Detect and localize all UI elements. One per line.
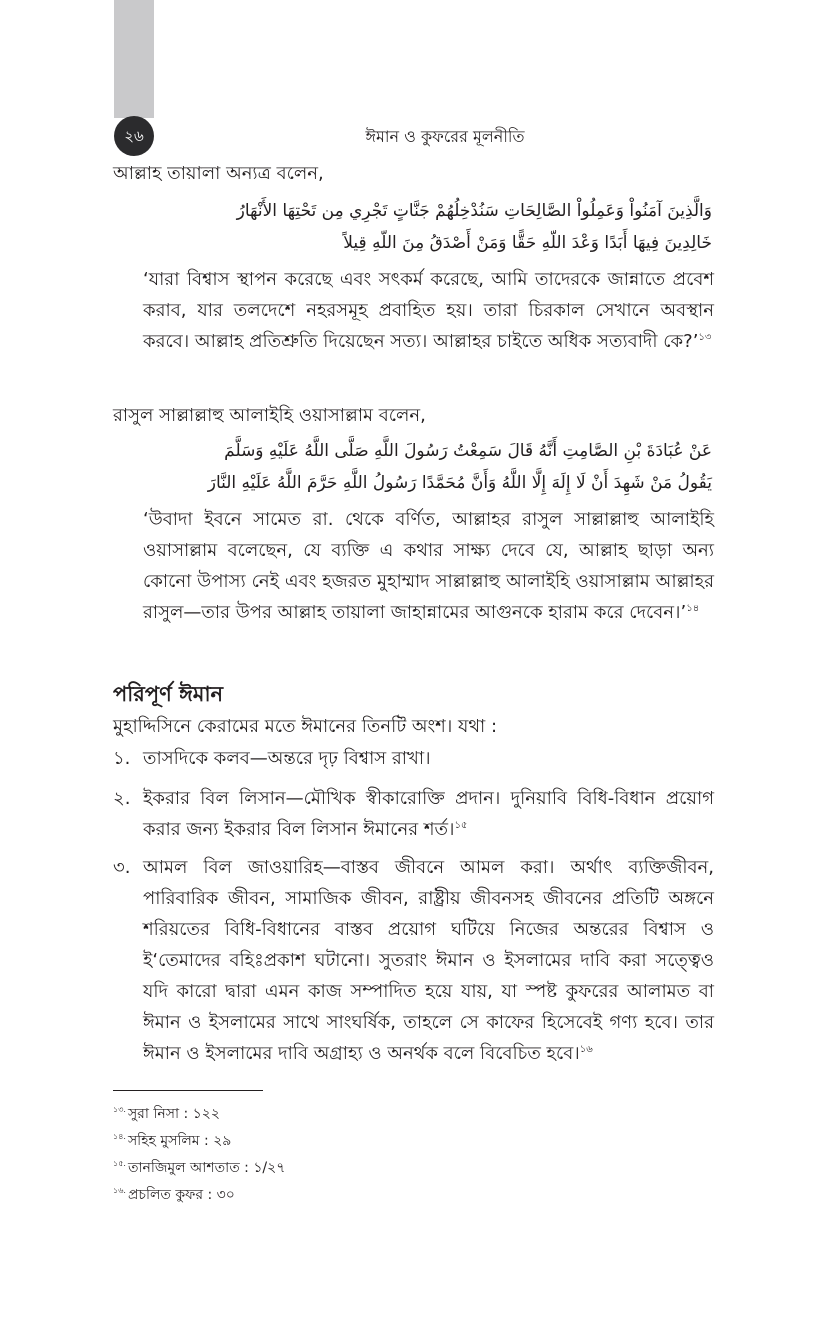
footnote-divider xyxy=(113,1090,263,1091)
footnote-text: সুরা নিসা : ১২২ xyxy=(127,1106,220,1122)
page-number-badge: ২৬ xyxy=(114,116,154,156)
footnote xyxy=(113,1155,513,1182)
footnote-ref-16: ১৬ xyxy=(579,1044,593,1055)
quote2-arabic-line2: يَقُولُ مَنْ شَهِدَ أَنْ لَا إِلَهَ إِلَّا اللَّهُ وَأَنَّ مُحَمَّدًا رَسُولُ اللَّهِ حَرَّمَ اللَّهُ عَلَيْهِ النَّارَ xyxy=(207,473,712,493)
footnote-number: ১৬. xyxy=(113,1186,126,1196)
footnote xyxy=(113,1128,513,1155)
footnote-number: ১৩. xyxy=(113,1105,126,1115)
page-tab-decoration xyxy=(114,0,154,118)
section-intro: মুহাদ্দিসিনে কেরামের মতে ঈমানের তিনটি অংশ। যথা : xyxy=(113,716,498,737)
footnote xyxy=(113,1101,513,1128)
list-item-number: ৩. xyxy=(113,857,131,878)
footnote-text: প্রচলিত কুফর : ৩০ xyxy=(127,1187,235,1203)
quote2-translation-text: ‘উবাদা ইবনে সামেত রা. থেকে বর্ণিত, আল্লাহর রাসুল সাল্লাল্লাহু আলাইহি ওয়াসাল্লাম বলেছেন, যে ব্যক্তি এ কথার সাক্ষ্য দেবে যে, আল্লাহ ছাড়া অন্য কোনো উপাস্য নেই এবং হজরত মুহাম্মাদ সাল্লাল্লাহু আলাইহি ওয়াসাল্লাম আল্লাহর রাসুল—তার উপর আল্লাহ তায়ালা জাহান্নামের আগুনকে হারাম করে দেবেন।’ xyxy=(143,509,714,623)
footnote xyxy=(113,1182,513,1209)
list-item-text: ইকরার বিল লিসান—মৌখিক স্বীকারোক্তি প্রদান। দুনিয়াবি বিধি-বিধান প্রয়োগ করার জন্য ইকরার বিল লিসান ঈমানের শর্ত। xyxy=(143,788,714,840)
footnote-ref-15: ১৫ xyxy=(454,820,468,831)
list-item-text: আমল বিল জাওয়ারিহ—বাস্তব জীবনে আমল করা। অর্থাৎ ব্যক্তিজীবন, পারিবারিক জীবন, সামাজিক জীবন, রাষ্ট্রীয় জীবনসহ জীবনের প্রতিটি অঙ্গনে শরিয়তের বিধি-বিধানের বাস্তব প্রয়োগ ঘটিয়ে নিজের অন্তরের বিশ্বাস ও ই‘তেমাদের বহিঃপ্রকাশ ঘটানো। সুতরাং ঈমান ও ইসলামের দাবি করা সত্ত্বেও যদি কারো দ্বারা এমন কাজ সম্পাদিত হয়ে যায়, যা স্পষ্ট কুফরের আলামত বা ঈমান ও ইসলামের সাথে সাংঘর্ষিক, তাহলে সে কাফের হিসেবেই গণ্য হবে। তার ঈমান ও ইসলামের দাবি অগ্রাহ্য ও অনর্থক বলে বিবেচিত হবে। xyxy=(143,857,714,1064)
section-heading: পরিপূর্ণ ঈমান xyxy=(113,682,224,706)
quote1-translation-text: ‘যারা বিশ্বাস স্থাপন করেছে এবং সৎকর্ম করেছে, আমি তাদেরকে জান্নাতে প্রবেশ করাব, যার তলদেশে নহরসমূহ প্রবাহিত হয়। তারা চিরকাল সেখানে অবস্থান করবে। আল্লাহ প্রতিশ্রুতি দিয়েছেন সত্য। আল্লাহর চাইতে অধিক সত্যবাদী কে?’ xyxy=(143,269,714,352)
quote1-translation xyxy=(143,264,714,357)
footnote-ref-14: ১৪ xyxy=(686,603,700,614)
list-item xyxy=(113,743,714,774)
quote2-intro: রাসুল সাল্লাল্লাহু আলাইহি ওয়াসাল্লাম বলেন, xyxy=(113,405,426,426)
footnote-number: ১৫. xyxy=(113,1159,126,1169)
footnote-text: সহিহ মুসলিম : ২৯ xyxy=(127,1133,232,1149)
list-item xyxy=(113,783,714,845)
footnotes xyxy=(113,1101,513,1209)
quote1-arabic-line1: وَالَّذِينَ آمَنُواْ وَعَمِلُواْ الصَّالِحَاتِ سَنُدْخِلُهُمْ جَنَّاتٍ تَجْرِي مِن تَحْتِهَا الأَنْهَارُ xyxy=(236,201,712,221)
list-item-number: ২. xyxy=(113,788,131,809)
footnote-number: ১৪. xyxy=(113,1132,126,1142)
quote2-arabic-line1: عَنْ عُبَادَةَ بْنِ الصَّامِتِ أَنَّهُ قَالَ سَمِعْتُ رَسُولَ اللَّهِ صَلَّى اللَّهُ عَلَيْهِ وَسَلَّمَ xyxy=(224,441,712,461)
footnote-text: তানজিমুল আশতাত : ১/২৭ xyxy=(127,1160,286,1176)
running-title: ঈমান ও কুফরের মূলনীতি xyxy=(365,127,525,146)
list-item-text: তাসদিকে কলব—অন্তরে দৃঢ় বিশ্বাস রাখা। xyxy=(143,748,431,769)
footnote-ref-13: ১৩ xyxy=(698,332,712,343)
list-item xyxy=(113,852,714,1069)
list-item-number: ১. xyxy=(113,748,131,769)
quote1-intro: আল্লাহ তায়ালা অন্যত্র বলেন, xyxy=(113,163,324,184)
quote1-arabic-line2: خَالِدِينَ فِيهَا أَبَدًا وَعْدَ اللّهِ حَقًّا وَمَنْ أَصْدَقُ مِنَ اللّهِ قِيلاً xyxy=(343,233,712,253)
quote2-translation xyxy=(143,504,714,628)
